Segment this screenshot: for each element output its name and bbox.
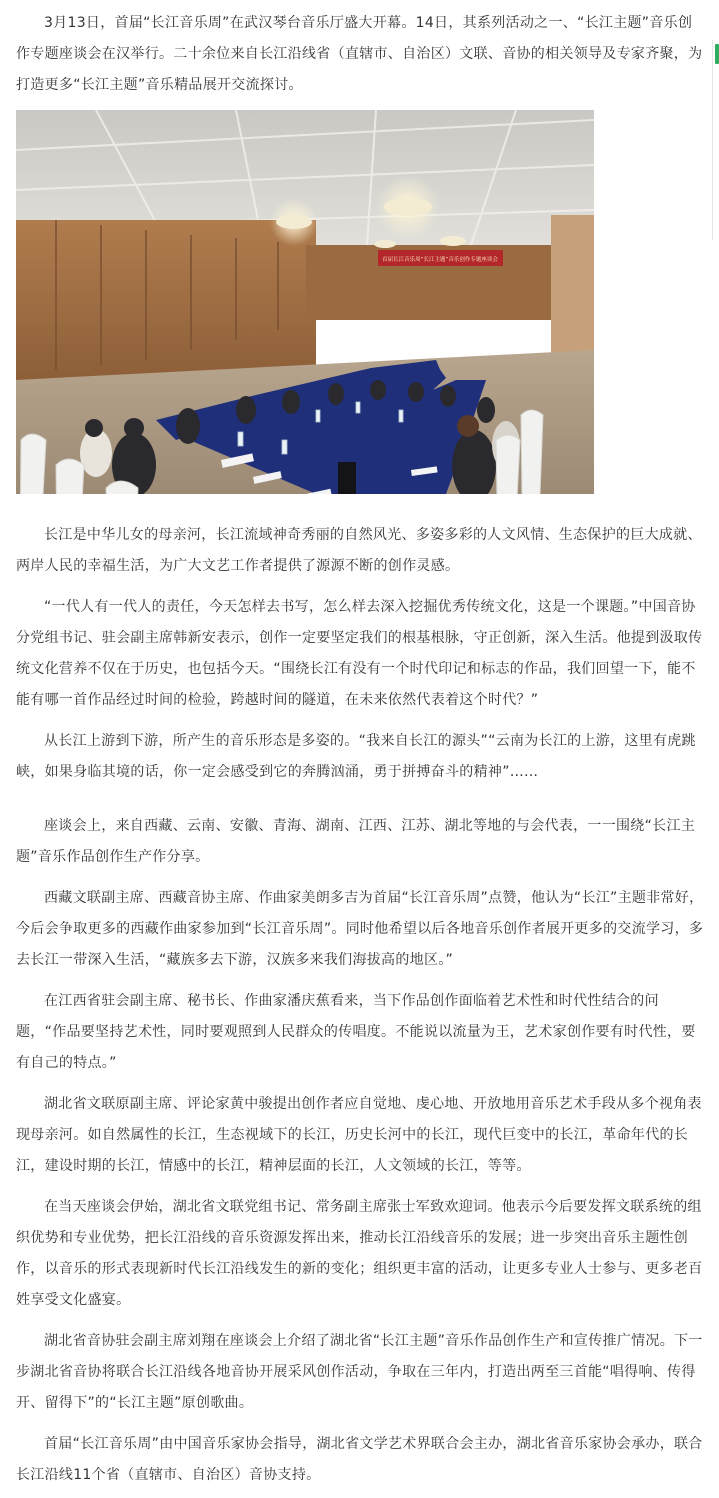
scrollbar-track[interactable] bbox=[712, 40, 719, 240]
article-paragraph-4: 从长江上游到下游，所产生的音乐形态是多姿的。“我来自长江的源头”“云南为长江的上游，这里有虎跳峡，如果身临其境的话，你一定会感受到它的奔腾汹涌，勇于拼搏奋斗的精神”…… bbox=[16, 733, 696, 780]
wall-left bbox=[16, 220, 316, 380]
article-paragraph-intro: 3月13日，首届“长江音乐周”在武汉琴台音乐厅盛大开幕。14日，其系列活动之一、“长江主题”音乐创作专题座谈会在汉举行。二十余位来自长江沿线省（直辖市、自治区）文联、音协的相关领导及专家齐聚，为打造更多“长江主题”音乐精品展开交流探讨。 bbox=[16, 15, 703, 93]
meeting-photo-illustration bbox=[16, 110, 594, 494]
article-paragraph-3: “一代人有一代人的责任，今天怎样去书写，怎么样去深入挖掘优秀传统文化，这是一个课题。”中国音协分党组书记、驻会副主席韩新安表示，创作一定要坚定我们的根基根脉，守正创新，深入生活。他提到汲取传统文化营养不仅在于历史，也包括今天。“围绕长江有没有一个时代印记和标志的作品，我们回望一下，能不能有哪一首作品经过时间的检验，跨越时间的隧道，在未来依然代表着这个时代？” bbox=[16, 599, 703, 708]
article-paragraph-11: 首届“长江音乐周”由中国音乐家协会指导，湖北省文学艺术界联合会主办，湖北省音乐家协会承办，联合长江沿线11个省（直辖市、自治区）音协支持。 bbox=[16, 1436, 703, 1483]
backdrop-banner-text: 首届长江音乐周“长江主题”音乐创作专题座谈会 bbox=[382, 257, 498, 263]
article-paragraph-2: 长江是中华儿女的母亲河，长江流域神奇秀丽的自然风光、多姿多彩的人文风情、生态保护的巨大成就、两岸人民的幸福生活，为广大文艺工作者提供了源源不断的创作灵感。 bbox=[16, 527, 702, 574]
article-paragraph-10: 湖北省音协驻会副主席刘翔在座谈会上介绍了湖北省“长江主题”音乐作品创作生产和宣传推广情况。下一步湖北省音协将联合长江沿线各地音协开展采风创作活动，争取在三年内，打造出两至三首能“唱得响、传得开、留得下”的“长江主题”原创歌曲。 bbox=[16, 1333, 703, 1411]
article-paragraph-5: 座谈会上，来自西藏、云南、安徽、青海、湖南、江西、江苏、湖北等地的与会代表，一一围绕“长江主题”音乐作品创作生产作分享。 bbox=[16, 818, 696, 865]
photo-dark-objects bbox=[338, 462, 356, 494]
article-paragraph-8: 湖北省文联原副主席、评论家黄中骏提出创作者应自觉地、虔心地、开放地用音乐艺术手段从多个视角表现母亲河。如自然属性的长江，生态视域下的长江，历史长河中的长江，现代巨变中的长江，革命年代的长江，建设时期的长江，情感中的长江，精神层面的长江，人文领域的长江，等等。 bbox=[16, 1096, 702, 1174]
article-body bbox=[16, 8, 706, 1491]
article-paragraph-6: 西藏文联副主席、西藏音协主席、作曲家美朗多吉为首届“长江音乐周”点赞，他认为“长江”主题非常好，今后会争取更多的西藏作曲家参加到“长江音乐周”。同时他希望以后各地音乐创作者展开更多的交流学习，多去长江一带深入生活，“藏族多去下游，汉族多来我们海拔高的地区。” bbox=[16, 890, 704, 968]
article-paragraph-7: 在江西省驻会副主席、秘书长、作曲家潘庆蕉看来，当下作品创作面临着艺术性和时代性结合的问题，“作品要坚持艺术性，同时要观照到人民群众的传唱度。不能说以流量为王，艺术家创作要有时代性，要有自己的特点。” bbox=[16, 993, 696, 1071]
article-paragraph-9: 在当天座谈会伊始，湖北省文联党组书记、常务副主席张士军致欢迎词。他表示今后要发挥文联系统的组织优势和专业优势，把长江沿线的音乐资源发挥出来，推动长江沿线音乐的发展；进一步突出音乐主题性创作，以音乐的形式表现新时代长江沿线发生的新的变化；组织更丰富的活动，让更多专业人士参与、更多老百姓享受文化盛宴。 bbox=[16, 1199, 703, 1308]
meeting-photo bbox=[16, 110, 594, 494]
scrollbar-thumb[interactable] bbox=[715, 44, 719, 64]
